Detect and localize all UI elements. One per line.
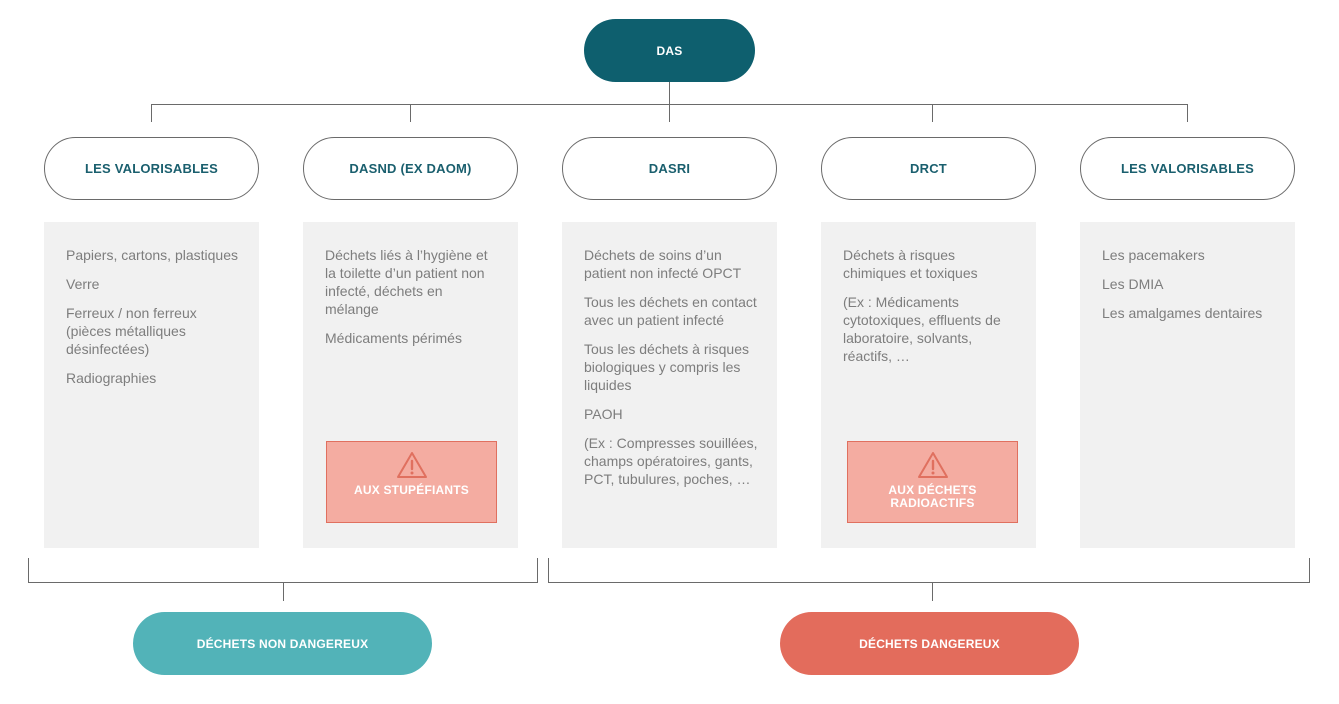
detail-item: Les pacemakers (1102, 247, 1205, 263)
category-dasnd: DASND (EX DAOM) (303, 137, 518, 200)
detail-item: Les DMIA (1102, 276, 1164, 292)
detail-item: Déchets de soins d’un patient non infecté OPCT (584, 247, 742, 281)
warning-triangle-icon (917, 451, 949, 479)
detail-item: Déchets à risques chimiques et toxiques (843, 247, 978, 281)
details-box-valorisables-1 (44, 222, 259, 548)
warning-label: AUX DÉCHETS RADIOACTIFS (888, 483, 977, 510)
warning-triangle-icon (396, 451, 428, 479)
detail-item: (Ex : Compresses souillées, champs opératoires, gants, PCT, tubulures, poches, … (584, 435, 758, 487)
details-box-valorisables-2 (1080, 222, 1295, 548)
detail-item: Les amalgames dentaires (1102, 305, 1263, 321)
detail-item: Déchets liés à l’hygiène et la toilette d’un patient non infecté, déchets en mélange (325, 247, 488, 317)
category-valorisables-1: LES VALORISABLES (44, 137, 259, 200)
category-valorisables-2: LES VALORISABLES (1080, 137, 1295, 200)
warning-box-radioactifs (847, 441, 1018, 523)
details-box-dasri (562, 222, 777, 548)
detail-item: (Ex : Médicaments cytotoxiques, effluents de laboratoire, solvants, réactifs, … (843, 294, 1001, 364)
detail-item: PAOH (584, 406, 623, 422)
warning-box-stupefiants (326, 441, 497, 523)
warning-label: AUX STUPÉFIANTS (353, 483, 469, 497)
detail-item: Médicaments périmés (325, 330, 462, 346)
group-dangerous: DÉCHETS DANGEREUX (780, 612, 1079, 675)
group-non-dangerous: DÉCHETS NON DANGEREUX (133, 612, 432, 675)
root-node-das: DAS (584, 19, 755, 82)
detail-item: Tous les déchets en contact avec un patient infecté (584, 294, 757, 328)
detail-item: Ferreux / non ferreux (pièces métalliques désinfectées) (66, 305, 197, 357)
category-drct: DRCT (821, 137, 1036, 200)
detail-item: Papiers, cartons, plastiques (66, 247, 238, 263)
detail-item: Tous les déchets à risques biologiques y compris les liquides (584, 341, 749, 393)
category-dasri: DASRI (562, 137, 777, 200)
detail-item: Radiographies (66, 370, 157, 386)
detail-item: Verre (66, 276, 100, 292)
